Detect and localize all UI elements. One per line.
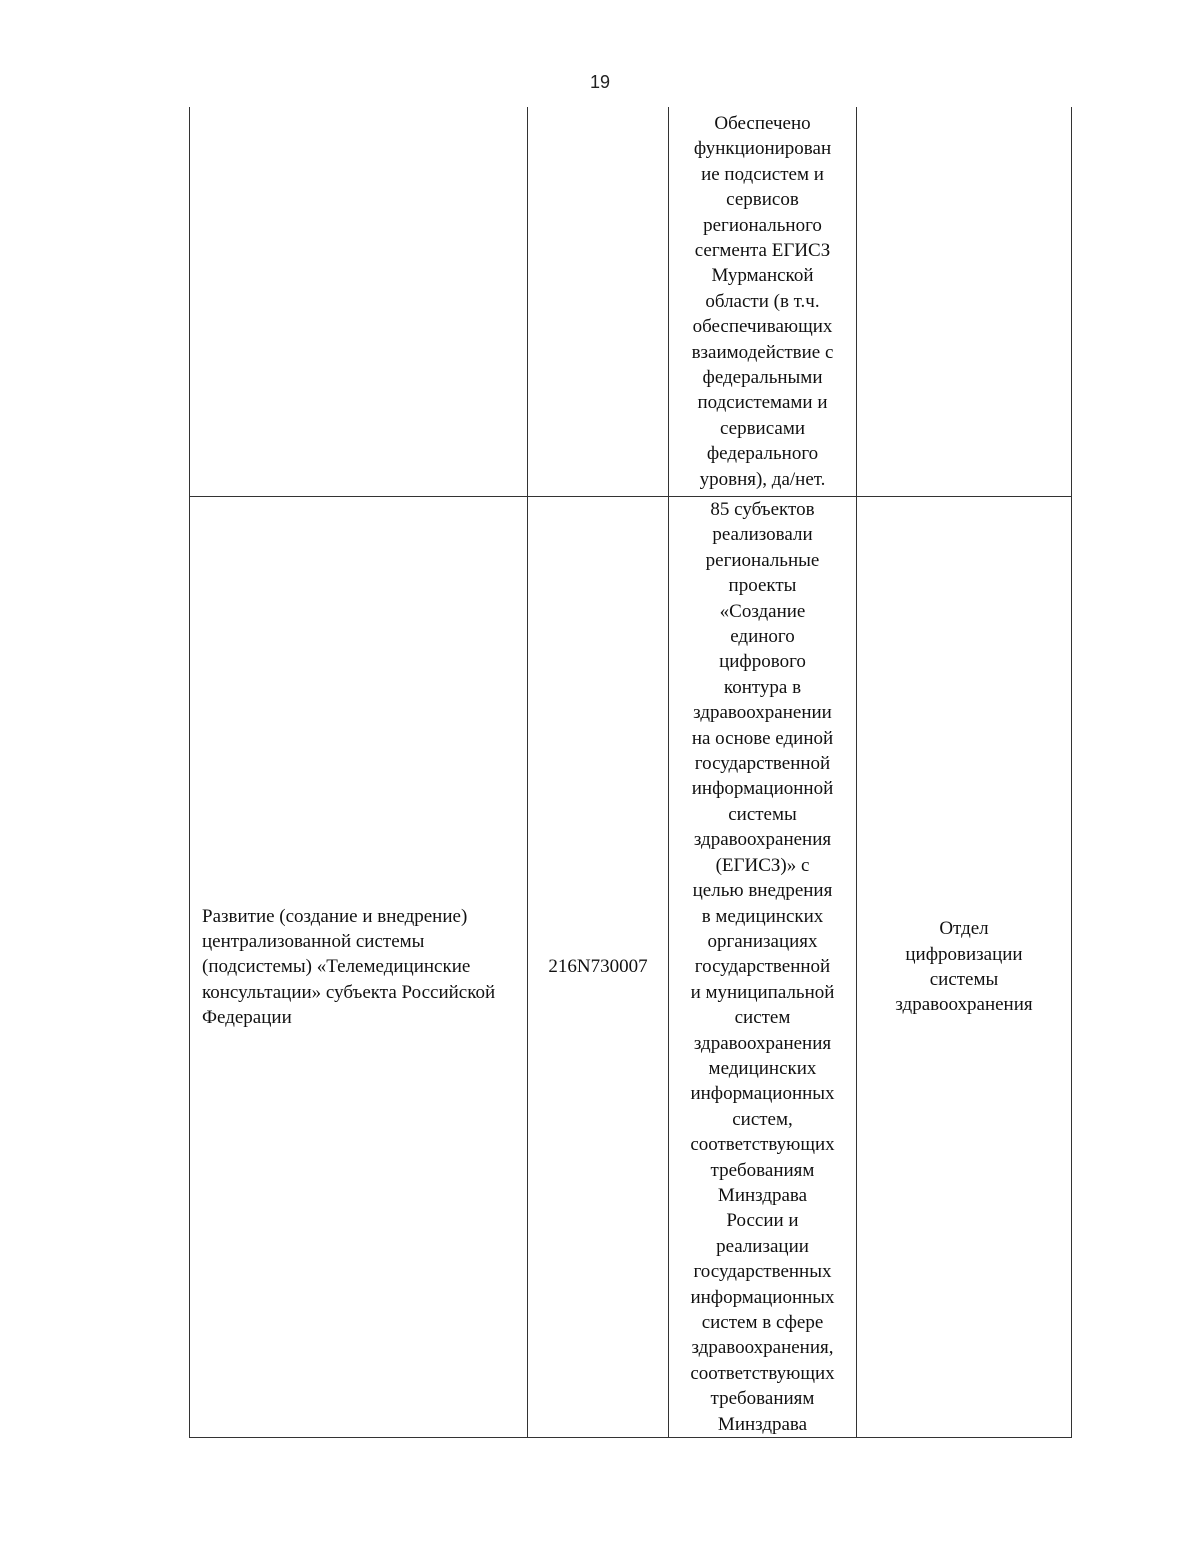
text-line: информационных <box>690 1286 835 1308</box>
text-line: функционирован <box>693 138 832 160</box>
document-table <box>189 107 1072 1438</box>
text-line: Отдел <box>939 918 989 940</box>
text-line: Обеспечено <box>714 113 811 134</box>
text-line: проекты <box>728 575 797 597</box>
text-line: ие подсистем и <box>701 163 824 185</box>
text-line: Минздрава <box>717 1184 808 1206</box>
department-cell <box>857 107 1072 497</box>
text-line: контура в <box>723 676 802 698</box>
text-line: систем <box>734 1007 791 1029</box>
table-row <box>190 497 1072 1438</box>
text-line: здравоохранения <box>895 994 1033 1016</box>
text-line: соответствующих <box>690 1362 835 1384</box>
text-line: на основе единой <box>691 727 834 749</box>
text-line: в медицинских <box>701 905 824 927</box>
text-line: и муниципальной <box>690 981 835 1003</box>
text-line: сегмента ЕГИСЗ <box>694 240 831 262</box>
text-line: государственной <box>694 956 831 978</box>
text-line: (ЕГИСЗ)» с <box>715 854 810 876</box>
text-line: сервисов <box>726 189 799 211</box>
table-row <box>190 107 1072 497</box>
text-line: Минздрава <box>717 1413 808 1435</box>
text-line: здравоохранения <box>693 829 832 851</box>
text-line: систем в сфере <box>701 1312 824 1333</box>
text-line: систем, <box>732 1108 793 1130</box>
text-line: «Создание <box>719 600 806 622</box>
text-line: единого <box>730 626 795 648</box>
text-line: системы <box>728 803 797 825</box>
department-cell <box>857 497 1072 1438</box>
text-line: требованиям <box>710 1159 815 1181</box>
text-line: уровня), да/нет. <box>699 468 826 490</box>
code-cell: 216N730007 <box>528 497 669 1438</box>
indicator-cell <box>669 497 857 1438</box>
page-number: 19 <box>589 72 611 92</box>
code-cell <box>528 107 669 497</box>
text-line: информационных <box>690 1083 835 1105</box>
text-line: обеспечивающих <box>692 316 833 338</box>
text-line: целью внедрения <box>692 880 833 902</box>
text-line: взаимодействие с <box>691 341 834 363</box>
text-line: области (в т.ч. <box>705 290 820 312</box>
text-line: системы <box>929 969 999 991</box>
text-line: государственных <box>693 1261 832 1283</box>
text-line: медицинских <box>708 1057 817 1079</box>
text-line: реализации <box>716 1235 809 1257</box>
text-line: здравоохранения <box>693 1032 832 1054</box>
text-line: здравоохранении <box>693 702 832 724</box>
text-line: подсистемами и <box>697 392 828 414</box>
text-line: здравоохранения, <box>691 1337 834 1359</box>
indicator-cell <box>669 107 857 497</box>
text-line: России и <box>726 1210 799 1232</box>
text-line: региональные <box>705 549 820 571</box>
text-line: информационной <box>691 778 834 800</box>
text-line: соответствующих <box>690 1134 835 1156</box>
text-line: регионального <box>703 214 822 236</box>
text-line: цифрового <box>719 651 806 673</box>
text-line: сервисами <box>719 417 806 439</box>
text-line: 85 субъектов <box>710 499 815 520</box>
text-line: федеральными <box>702 367 823 389</box>
text-line: реализовали <box>712 524 813 546</box>
event-name-cell <box>190 107 528 497</box>
text-line: организациях <box>707 930 818 952</box>
text-line: государственной <box>694 753 831 775</box>
text-line: Мурманской <box>711 265 814 287</box>
text-line: требованиям <box>710 1388 815 1410</box>
event-name-cell: Развитие (создание и внедрение) централизованной системы (подсистемы) «Телемедицинские консультации» субъекта Российской Федерации <box>190 497 528 1438</box>
text-line: федерального <box>706 443 819 465</box>
text-line: цифровизации <box>905 943 1023 965</box>
